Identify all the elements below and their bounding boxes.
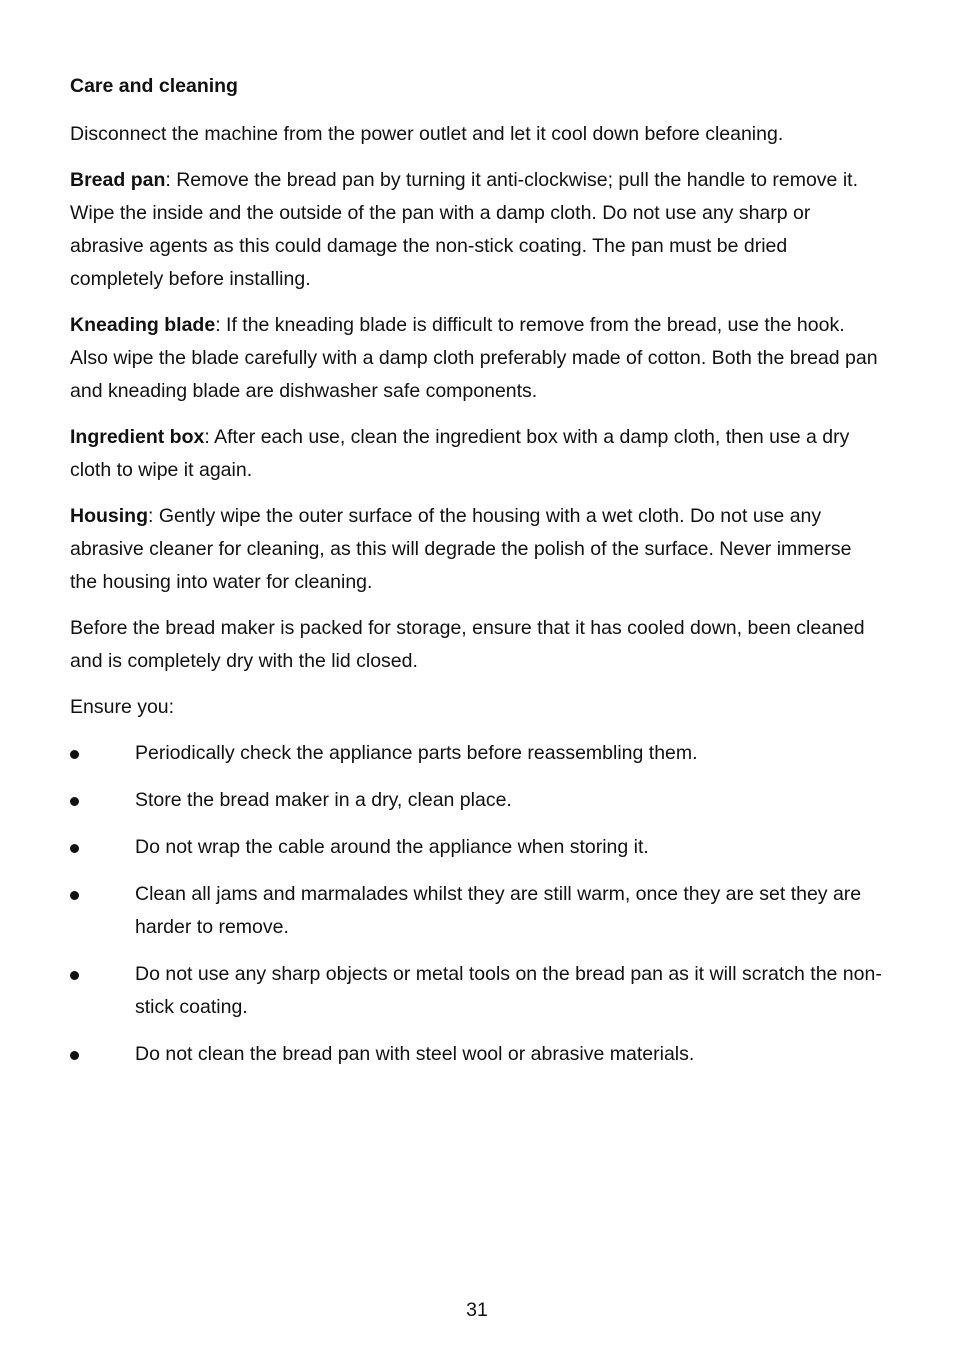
kneading-blade-text: : If the kneading blade is difficult to remove from the bread, use the hook. Also wipe the blade carefully with a damp cloth preferably made of cotton. Both the bread pan and kneading blade are dishwasher safe components. — [70, 314, 878, 402]
section-heading: Care and cleaning — [70, 75, 238, 97]
bullet-icon — [70, 797, 79, 806]
housing-paragraph — [70, 500, 882, 599]
bread-pan-text: : Remove the bread pan by turning it anti-clockwise; pull the handle to remove it. Wipe the inside and the outside of the pan with a damp cloth. Do not use any sharp or abrasive agents as this could damage the non-stick coating. The pan must be dried completely before installing. — [70, 169, 858, 290]
bullet-text: Do not use any sharp objects or metal tools on the bread pan as it will scratch the non-stick coating. — [135, 963, 882, 1018]
bullet-item — [70, 831, 882, 864]
bullet-item — [70, 958, 882, 1024]
bullet-text: Do not wrap the cable around the appliance when storing it. — [135, 836, 649, 858]
bullet-icon — [70, 891, 79, 900]
bullet-item — [70, 1038, 882, 1071]
housing-text: : Gently wipe the outer surface of the housing with a wet cloth. Do not use any abrasive cleaner for cleaning, as this will degrade the polish of the surface. Never immerse the housing into water for cleaning. — [70, 505, 852, 593]
bullet-icon — [70, 1051, 79, 1060]
bullet-item — [70, 737, 882, 770]
page-number: 31 — [466, 1299, 488, 1321]
bread-pan-paragraph — [70, 164, 882, 296]
ensure-label: Ensure you: — [70, 696, 175, 718]
storage-paragraph: Before the bread maker is packed for storage, ensure that it has cooled down, been cleaned and is completely dry with the lid closed. — [70, 617, 865, 672]
kneading-blade-term: Kneading blade — [70, 314, 216, 336]
bread-pan-term: Bread pan — [70, 169, 166, 191]
kneading-blade-paragraph — [70, 309, 882, 408]
bullet-text: Clean all jams and marmalades whilst they are still warm, once they are set they are harder to remove. — [135, 883, 862, 938]
bullet-icon — [70, 844, 79, 853]
intro-paragraph: Disconnect the machine from the power outlet and let it cool down before cleaning. — [70, 123, 784, 145]
bullet-text: Store the bread maker in a dry, clean place. — [135, 789, 512, 811]
bullet-item — [70, 784, 882, 817]
bullet-list — [70, 737, 882, 1071]
bullet-text: Do not clean the bread pan with steel wool or abrasive materials. — [135, 1043, 695, 1065]
ingredient-box-term: Ingredient box — [70, 426, 205, 448]
housing-term: Housing — [70, 505, 148, 527]
document-page — [70, 72, 882, 1085]
bullet-icon — [70, 750, 79, 759]
bullet-text: Periodically check the appliance parts before reassembling them. — [135, 742, 698, 764]
bullet-icon — [70, 971, 79, 980]
ingredient-box-text: : After each use, clean the ingredient box with a damp cloth, then use a dry cloth to wipe it again. — [70, 426, 850, 481]
ingredient-box-paragraph — [70, 421, 882, 487]
bullet-item — [70, 878, 882, 944]
